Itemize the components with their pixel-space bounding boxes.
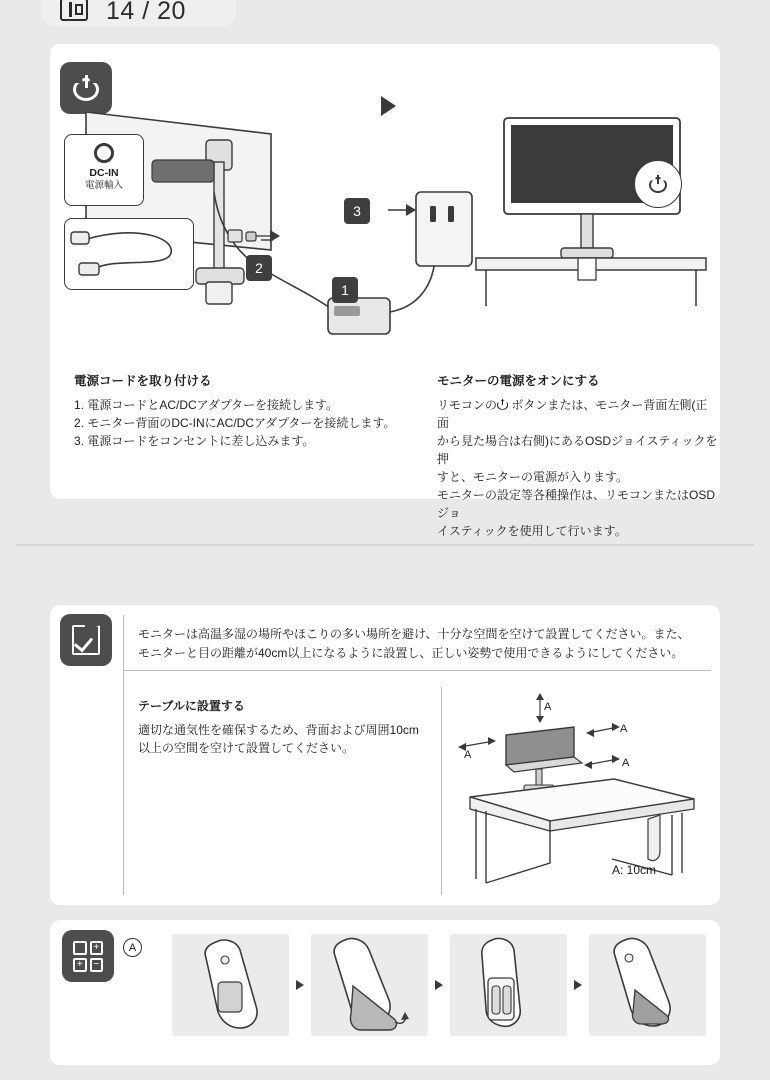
power-on-line-3: すと、モニターの電源が入ります。 xyxy=(437,469,629,484)
remote-step-4 xyxy=(589,934,706,1036)
battery-keys-icon xyxy=(62,930,114,982)
remote-marker-a: A xyxy=(123,938,142,957)
dimension-label-right-top: A xyxy=(620,723,628,735)
table-install-title: テーブルに設置する xyxy=(138,699,245,713)
dimension-label-right-bottom: A xyxy=(622,757,630,769)
step-number-3: 3 xyxy=(344,198,370,224)
section-divider xyxy=(16,544,754,546)
step-number-2: 2 xyxy=(246,255,272,281)
key-minus-bottom: − xyxy=(90,958,104,972)
remote-step-3 xyxy=(450,934,567,1036)
table-install-note xyxy=(124,687,442,895)
page-counter-label: 14 / 20 xyxy=(106,0,186,25)
power-on-line-1-suffix: ボタンまたは、モニター背面左側(正面 xyxy=(437,397,708,430)
dc-in-callout xyxy=(64,134,144,206)
dc-in-label-en: DC-IN xyxy=(89,167,119,179)
remote-step-1-icon xyxy=(172,934,289,1036)
book-icon xyxy=(60,0,94,24)
table-install-body: 適切な通気性を確保するため、背面および周囲10cm以上の空間を空けて設置してください。 xyxy=(138,722,419,756)
remote-arrow-1 xyxy=(289,980,311,990)
key-plus-top: + xyxy=(90,941,104,955)
power-on-line-4: モニターの設定等各種操作は、リモコンまたはOSDジョ xyxy=(437,487,716,520)
desk-diagram-svg xyxy=(442,687,711,895)
power-cable-icon xyxy=(65,219,193,289)
key-plus-bottom: + xyxy=(73,958,87,972)
key-minus-top xyxy=(73,941,87,955)
power-on-line-1-prefix: リモコンの xyxy=(437,397,498,412)
dimension-label-top: A xyxy=(544,701,552,713)
remote-arrow-2 xyxy=(428,980,450,990)
remote-step-3-icon xyxy=(450,934,567,1036)
power-cord-step-3: 3. 電源コードをコンセントに差し込みます。 xyxy=(74,433,315,448)
remote-step-1 xyxy=(172,934,289,1036)
remote-step-2 xyxy=(311,934,428,1036)
remote-step-4-icon xyxy=(589,934,706,1036)
dc-in-label-jp: 電源輸入 xyxy=(84,179,123,191)
remote-battery-steps xyxy=(172,930,712,1040)
power-cord-caption xyxy=(74,372,404,450)
flow-arrow-icon xyxy=(381,96,396,116)
dc-in-port-icon xyxy=(94,143,114,163)
install-general-note: モニターは高温多湿の場所やほこりの多い場所を避け、十分な空間を空けて設置してください。また、モニターと目の距離が40cm以上になるように設置し、正しい姿勢で使用できるようにしてください。 xyxy=(124,615,711,671)
page-counter[interactable] xyxy=(42,0,236,26)
desk-clearance-illustration xyxy=(442,687,711,895)
power-cord-step-1: 1. 電源コードとAC/DCアダプターを接続します。 xyxy=(74,397,339,412)
power-cord-caption-title: 電源コードを取り付ける xyxy=(74,374,212,388)
power-on-line-2: から見た場合は右側)にあるOSDジョイスティックを押 xyxy=(437,433,718,466)
power-on-caption xyxy=(437,372,719,540)
power-connection-illustration xyxy=(56,100,716,350)
inline-power-icon xyxy=(497,399,508,410)
remote-step-2-icon xyxy=(311,934,428,1036)
remote-arrow-3 xyxy=(567,980,589,990)
checklist-icon xyxy=(60,614,112,666)
power-on-caption-title: モニターの電源をオンにする xyxy=(437,374,600,388)
power-cord-step-2: 2. モニター背面のDC-INにAC/DCアダプターを接続します。 xyxy=(74,415,396,430)
dimension-legend: A: 10cm xyxy=(612,863,657,877)
power-on-line-5: イスティックを使用して行います。 xyxy=(437,523,627,538)
install-note-table xyxy=(123,615,710,895)
power-on-line-1 xyxy=(437,396,719,432)
dimension-label-left: A xyxy=(464,749,472,761)
step-number-1: 1 xyxy=(332,277,358,303)
power-button-icon xyxy=(634,160,682,208)
power-cable-callout xyxy=(64,218,194,290)
